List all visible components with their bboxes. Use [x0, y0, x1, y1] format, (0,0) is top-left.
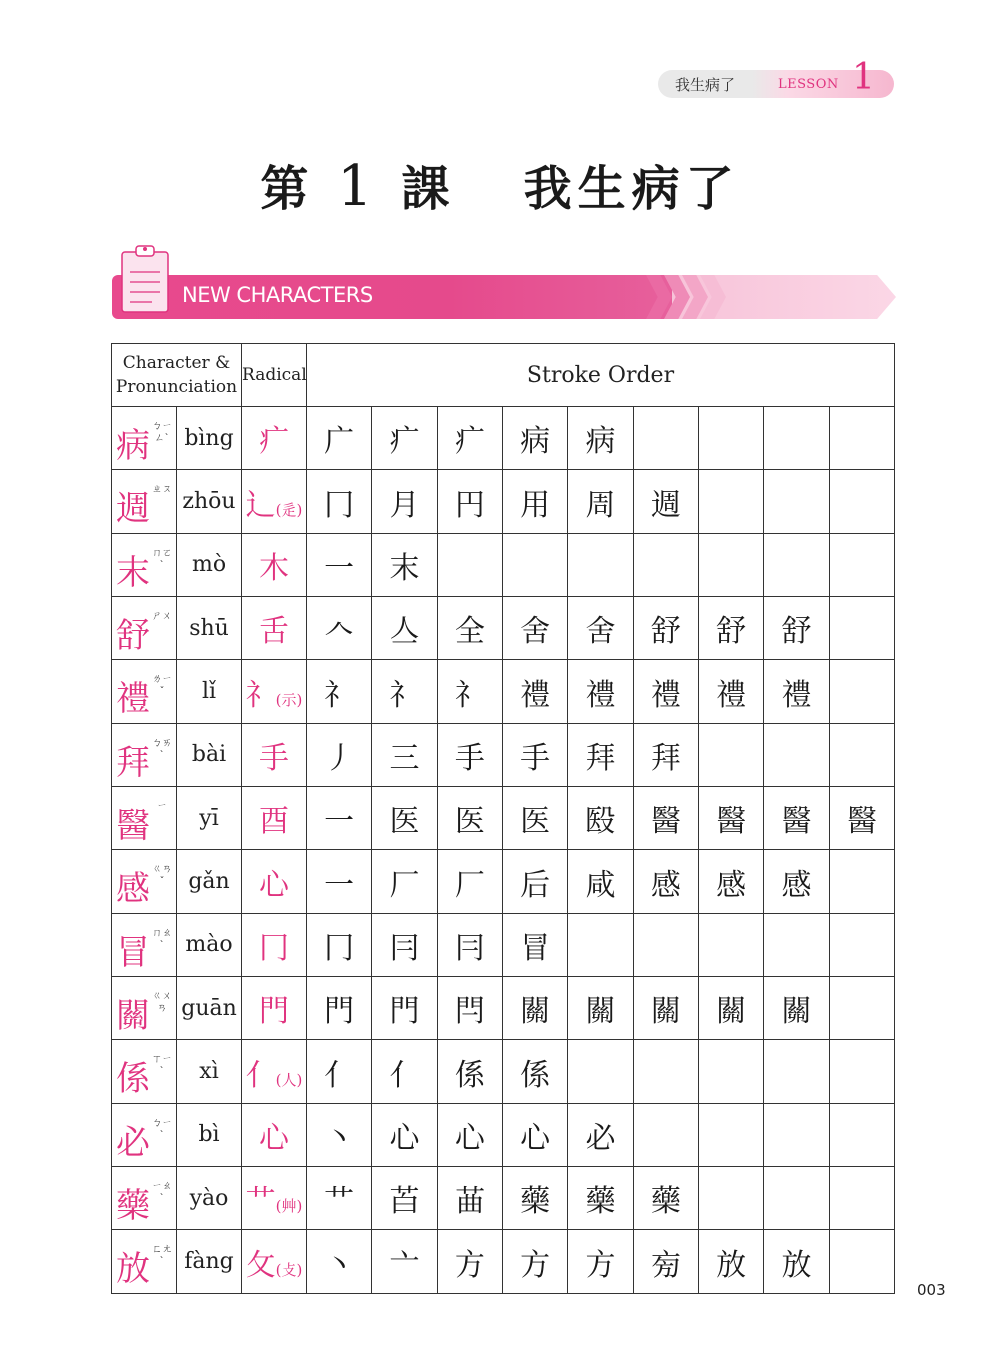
- table-row: [112, 1230, 895, 1294]
- character: 禮: [116, 679, 150, 720]
- stroke-step: 門: [307, 977, 372, 1040]
- stroke-step: 舒: [764, 597, 829, 660]
- bopomofo: ㄕㄨ: [152, 611, 172, 623]
- stroke-step: 舍: [568, 597, 633, 660]
- page-title: [0, 150, 1000, 219]
- radical: 門: [259, 994, 290, 1030]
- stroke-step: [764, 913, 829, 976]
- pinyin: bài: [177, 723, 242, 786]
- stroke-step: 月: [372, 470, 437, 533]
- pinyin: fàng: [177, 1230, 242, 1294]
- stroke-step: [568, 533, 633, 596]
- stroke-step: 周: [568, 470, 633, 533]
- radical-original: (示): [275, 690, 303, 709]
- stroke-step: [764, 1040, 829, 1103]
- pinyin: xì: [177, 1040, 242, 1103]
- pinyin: zhōu: [177, 470, 242, 533]
- title-number: 1: [337, 154, 379, 219]
- stroke-step: [829, 1167, 894, 1230]
- stroke-step: 放: [698, 1230, 763, 1294]
- table-row: [112, 407, 895, 470]
- table-row: [112, 597, 895, 660]
- title-middle: 課: [401, 161, 456, 217]
- stroke-step: [698, 1103, 763, 1166]
- stroke-step: 一: [307, 850, 372, 913]
- stroke-step: 舍: [503, 597, 568, 660]
- character-cell: [112, 470, 177, 533]
- stroke-step: [633, 1040, 698, 1103]
- stroke-step: 艹: [307, 1167, 372, 1230]
- bopomofo: ㄍㄨㄢ: [152, 991, 172, 1015]
- character: 必: [116, 1122, 150, 1163]
- bopomofo: ㄅㄧㄥˋ: [152, 421, 172, 444]
- stroke-step: 週: [633, 470, 698, 533]
- stroke-step: 亠: [372, 1230, 437, 1294]
- stroke-step: 医: [372, 787, 437, 850]
- table-row: [112, 787, 895, 850]
- stroke-step: [633, 407, 698, 470]
- stroke-step: 關: [764, 977, 829, 1040]
- stroke-step: 禮: [503, 660, 568, 723]
- stroke-step: [829, 533, 894, 596]
- bopomofo: ㄧ: [157, 801, 167, 813]
- radical-cell: [242, 1230, 307, 1294]
- stroke-step: 方: [568, 1230, 633, 1294]
- stroke-step: 𠆢: [307, 597, 372, 660]
- table-row: [112, 913, 895, 976]
- stroke-step: 全: [437, 597, 502, 660]
- stroke-step: 疒: [372, 407, 437, 470]
- stroke-step: [698, 470, 763, 533]
- header-stroke-order: Stroke Order: [307, 344, 895, 407]
- character-cell: [112, 597, 177, 660]
- stroke-step: 䒼: [437, 1167, 502, 1230]
- pinyin: mào: [177, 913, 242, 976]
- stroke-step: 手: [437, 723, 502, 786]
- stroke-step: [698, 1167, 763, 1230]
- stroke-step: 門: [372, 977, 437, 1040]
- stroke-step: [698, 723, 763, 786]
- stroke-step: 冃: [372, 913, 437, 976]
- header-cp-line1: Character &: [122, 353, 231, 373]
- stroke-step: [633, 913, 698, 976]
- radical: 木: [259, 550, 290, 586]
- stroke-step: 礻: [307, 660, 372, 723]
- radical-cell: [242, 913, 307, 976]
- stroke-step: 醫: [633, 787, 698, 850]
- bopomofo: ㄅㄧˋ: [152, 1117, 172, 1141]
- character: 末: [116, 552, 150, 593]
- stroke-step: [764, 533, 829, 596]
- title-prefix: 第: [260, 161, 315, 217]
- radical-cell: [242, 533, 307, 596]
- banner-label: NEW CHARACTERS: [182, 283, 373, 307]
- stroke-step: 醫: [829, 787, 894, 850]
- radical: 辶: [245, 487, 276, 523]
- table-row: [112, 1167, 895, 1230]
- stroke-step: 醫: [764, 787, 829, 850]
- stroke-step: 心: [437, 1103, 502, 1166]
- stroke-step: 亻: [307, 1040, 372, 1103]
- stroke-step: 亼: [372, 597, 437, 660]
- stroke-step: 㫄: [633, 1230, 698, 1294]
- radical: 心: [259, 1120, 290, 1156]
- pinyin: bìng: [177, 407, 242, 470]
- stroke-step: 广: [307, 407, 372, 470]
- radical: 艹: [245, 1184, 276, 1220]
- stroke-step: [829, 723, 894, 786]
- stroke-step: [829, 1103, 894, 1166]
- stroke-step: 關: [568, 977, 633, 1040]
- radical: 心: [259, 867, 290, 903]
- radical-cell: [242, 660, 307, 723]
- stroke-step: [829, 977, 894, 1040]
- stroke-step: [503, 533, 568, 596]
- stroke-step: 方: [437, 1230, 502, 1294]
- stroke-step: 放: [764, 1230, 829, 1294]
- character-cell: [112, 977, 177, 1040]
- stroke-step: 疒: [437, 407, 502, 470]
- stroke-order-table: [111, 343, 895, 1294]
- stroke-step: 手: [503, 723, 568, 786]
- stroke-step: 用: [503, 470, 568, 533]
- stroke-step: [829, 850, 894, 913]
- stroke-step: 關: [633, 977, 698, 1040]
- stroke-step: 係: [503, 1040, 568, 1103]
- title-name: 我生病了: [523, 161, 740, 217]
- stroke-step: [764, 1103, 829, 1166]
- stroke-step: 冂: [307, 913, 372, 976]
- pinyin: yào: [177, 1167, 242, 1230]
- stroke-step: 厂: [372, 850, 437, 913]
- pinyin: gǎn: [177, 850, 242, 913]
- radical-cell: [242, 470, 307, 533]
- radical: 亻: [245, 1057, 276, 1093]
- table-row: [112, 533, 895, 596]
- radical-cell: [242, 723, 307, 786]
- stroke-step: 藥: [568, 1167, 633, 1230]
- lesson-header-title: 我生病了: [675, 76, 736, 94]
- radical: 舌: [259, 614, 290, 650]
- stroke-step: 咸: [568, 850, 633, 913]
- stroke-step: 關: [698, 977, 763, 1040]
- stroke-step: 方: [503, 1230, 568, 1294]
- stroke-step: 藥: [633, 1167, 698, 1230]
- stroke-step: 舒: [633, 597, 698, 660]
- stroke-step: [829, 660, 894, 723]
- stroke-step: 円: [437, 470, 502, 533]
- stroke-step: [437, 533, 502, 596]
- bopomofo: ㄇㄠˋ: [152, 927, 172, 951]
- table-row: [112, 977, 895, 1040]
- stroke-step: 苩: [372, 1167, 437, 1230]
- stroke-step: 一: [307, 787, 372, 850]
- stroke-step: 心: [372, 1103, 437, 1166]
- page-number: 003: [917, 1281, 946, 1299]
- stroke-step: 礻: [437, 660, 502, 723]
- stroke-step: 必: [568, 1103, 633, 1166]
- pinyin: mò: [177, 533, 242, 596]
- stroke-step: [698, 407, 763, 470]
- stroke-step: 感: [633, 850, 698, 913]
- pinyin: guān: [177, 977, 242, 1040]
- radical-cell: [242, 407, 307, 470]
- stroke-step: [829, 1040, 894, 1103]
- character-cell: [112, 913, 177, 976]
- character: 病: [116, 426, 150, 466]
- radical-cell: [242, 1167, 307, 1230]
- stroke-step: [829, 470, 894, 533]
- stroke-step: [568, 1040, 633, 1103]
- bopomofo: ㄅㄞˋ: [152, 737, 172, 761]
- stroke-step: 后: [503, 850, 568, 913]
- radical: 疒: [259, 424, 290, 460]
- header-cp-line2: Pronunciation: [115, 377, 238, 397]
- radical-cell: [242, 597, 307, 660]
- stroke-step: [568, 913, 633, 976]
- pinyin: bì: [177, 1103, 242, 1166]
- stroke-step: 丶: [307, 1230, 372, 1294]
- radical-cell: [242, 977, 307, 1040]
- pinyin: yī: [177, 787, 242, 850]
- character-cell: [112, 850, 177, 913]
- radical: 攵: [245, 1247, 276, 1283]
- character: 係: [116, 1059, 150, 1100]
- radical-original: (攴): [275, 1260, 303, 1279]
- stroke-step: 醫: [698, 787, 763, 850]
- character: 感: [116, 869, 150, 910]
- table-header-row: [112, 344, 895, 407]
- stroke-step: 亻: [372, 1040, 437, 1103]
- table-row: [112, 660, 895, 723]
- radical-cell: [242, 850, 307, 913]
- stroke-step: 丶: [307, 1103, 372, 1166]
- stroke-step: [764, 407, 829, 470]
- character: 藥: [116, 1186, 150, 1227]
- character-cell: [112, 1167, 177, 1230]
- stroke-step: 舒: [698, 597, 763, 660]
- stroke-step: [698, 1040, 763, 1103]
- stroke-step: 禮: [633, 660, 698, 723]
- stroke-step: 拜: [568, 723, 633, 786]
- character-cell: [112, 1103, 177, 1166]
- radical: 酉: [259, 804, 290, 840]
- stroke-step: 係: [437, 1040, 502, 1103]
- header-radical: Radical: [242, 344, 307, 407]
- stroke-step: 藥: [503, 1167, 568, 1230]
- stroke-step: 心: [503, 1103, 568, 1166]
- table-row: [112, 470, 895, 533]
- stroke-step: 病: [568, 407, 633, 470]
- character-cell: [112, 1230, 177, 1294]
- table-row: [112, 723, 895, 786]
- stroke-step: 感: [698, 850, 763, 913]
- stroke-step: 礻: [372, 660, 437, 723]
- stroke-step: 冃: [437, 913, 502, 976]
- character: 醫: [116, 806, 150, 847]
- header-character-pronunciation: [112, 344, 242, 407]
- radical: 冂: [259, 930, 290, 966]
- bopomofo: ㄌㄧˇ: [152, 674, 172, 698]
- stroke-step: [764, 470, 829, 533]
- stroke-step: 冒: [503, 913, 568, 976]
- stroke-step: 三: [372, 723, 437, 786]
- bopomofo: ㄈㄤˋ: [152, 1244, 172, 1268]
- clipboard-icon: [118, 242, 174, 316]
- stroke-step: [698, 533, 763, 596]
- stroke-step: 厂: [437, 850, 502, 913]
- radical-original: (人): [275, 1070, 303, 1089]
- radical: 手: [259, 740, 290, 776]
- stroke-step: [829, 1230, 894, 1294]
- bopomofo: ㄧㄠˋ: [152, 1181, 172, 1205]
- stroke-step: 禮: [698, 660, 763, 723]
- pinyin: shū: [177, 597, 242, 660]
- bopomofo: ㄒㄧˋ: [152, 1054, 172, 1078]
- stroke-step: 医: [437, 787, 502, 850]
- stroke-step: 閂: [437, 977, 502, 1040]
- lesson-header-number: 1: [852, 57, 875, 98]
- stroke-step: [764, 1167, 829, 1230]
- bopomofo: ㄍㄢˇ: [152, 864, 172, 888]
- character-cell: [112, 660, 177, 723]
- table-row: [112, 850, 895, 913]
- stroke-step: 拜: [633, 723, 698, 786]
- radical-cell: [242, 1040, 307, 1103]
- character-cell: [112, 1040, 177, 1103]
- character-cell: [112, 533, 177, 596]
- character-cell: [112, 787, 177, 850]
- lesson-header-label: LESSON: [778, 77, 839, 92]
- table-row: [112, 1103, 895, 1166]
- stroke-step: 禮: [568, 660, 633, 723]
- stroke-step: 丿: [307, 723, 372, 786]
- character: 關: [116, 996, 150, 1037]
- stroke-step: 医: [503, 787, 568, 850]
- table-row: [112, 1040, 895, 1103]
- radical-original: (艸): [275, 1197, 303, 1216]
- stroke-step: [633, 1103, 698, 1166]
- stroke-step: 末: [372, 533, 437, 596]
- stroke-step: [764, 723, 829, 786]
- stroke-step: [829, 407, 894, 470]
- radical-cell: [242, 1103, 307, 1166]
- stroke-step: [829, 597, 894, 660]
- stroke-step: 關: [503, 977, 568, 1040]
- stroke-step: 冂: [307, 470, 372, 533]
- stroke-step: 感: [764, 850, 829, 913]
- stroke-step: [698, 913, 763, 976]
- stroke-step: [633, 533, 698, 596]
- character-cell: [112, 407, 177, 470]
- stroke-step: 殹: [568, 787, 633, 850]
- character: 放: [116, 1249, 150, 1290]
- radical-original: (辵): [275, 500, 303, 519]
- stroke-step: 一: [307, 533, 372, 596]
- character: 週: [116, 489, 150, 530]
- stroke-step: 禮: [764, 660, 829, 723]
- stroke-step: 病: [503, 407, 568, 470]
- character: 舒: [116, 616, 150, 657]
- radical-cell: [242, 787, 307, 850]
- character: 拜: [116, 742, 150, 783]
- pinyin: lǐ: [177, 660, 242, 723]
- stroke-step: [829, 913, 894, 976]
- character: 冒: [116, 932, 150, 973]
- character-cell: [112, 723, 177, 786]
- bopomofo: ㄇㄛˋ: [152, 547, 172, 571]
- bopomofo: ㄓㄡ: [152, 484, 172, 496]
- radical: 礻: [245, 677, 276, 713]
